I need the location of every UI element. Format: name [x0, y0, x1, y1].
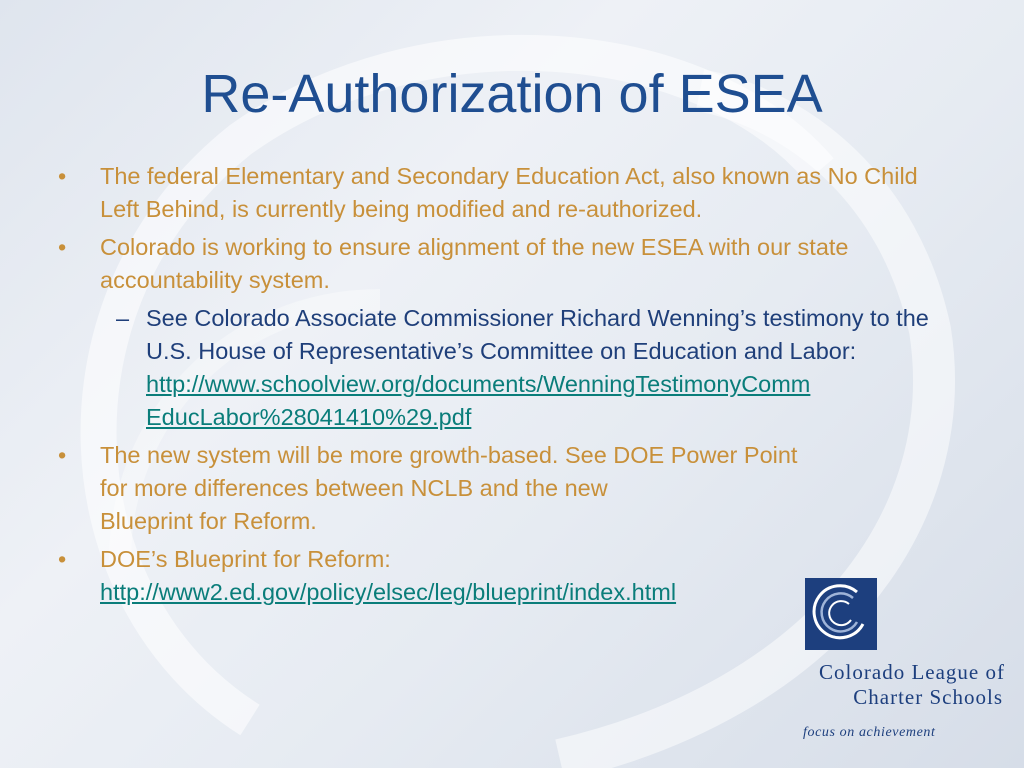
blueprint-link[interactable]: http://www2.ed.gov/policy/elsec/leg/blueprint/index.html	[100, 579, 677, 605]
bullet-text-line1: The new system will be more growth-based. See DOE Power Point	[100, 442, 798, 468]
sub-bullet-item	[58, 302, 958, 434]
testimony-link-line2: EducLabor%28041410%29.pdf	[146, 404, 472, 430]
logo-mark	[805, 578, 877, 650]
bullet-text-line3: Blueprint for Reform.	[100, 508, 317, 534]
testimony-link-line1: http://www.schoolview.org/documents/WenningTestimonyComm	[146, 371, 811, 397]
bullet-mark: •	[58, 546, 67, 572]
dash-mark: –	[116, 305, 130, 331]
bullet-text-line2: for more differences between NCLB and the new	[100, 475, 608, 501]
bullet-text: The federal Elementary and Secondary Education Act, also known as No Child Left Behind, is currently being modified and re-authorized.	[100, 163, 918, 222]
swirl-icon	[805, 578, 877, 650]
bullet-item	[58, 231, 958, 297]
sub-bullet-text: See Colorado Associate Commissioner Richard Wenning’s testimony to the U.S. House of Representative’s Committee on Education and Labor:	[146, 305, 929, 364]
bullet-text: DOE’s Blueprint for Reform:	[100, 546, 391, 572]
slide-title: Re-Authorization of ESEA	[201, 64, 823, 124]
logo-line1: Colorado League of	[819, 660, 1005, 684]
cli-logo	[745, 575, 1015, 750]
bullet-mark: •	[58, 163, 67, 189]
slide-content	[58, 160, 958, 614]
bullet-mark: •	[58, 234, 67, 260]
bullet-item	[58, 439, 958, 538]
bullet-item	[58, 160, 958, 226]
bullet-text: Colorado is working to ensure alignment of the new ESEA with our state accountability system.	[100, 234, 849, 293]
testimony-link[interactable]	[146, 371, 810, 430]
logo-tagline: focus on achievement	[803, 725, 936, 740]
logo-line2: Charter Schools	[853, 685, 1003, 709]
bullet-mark: •	[58, 442, 67, 468]
